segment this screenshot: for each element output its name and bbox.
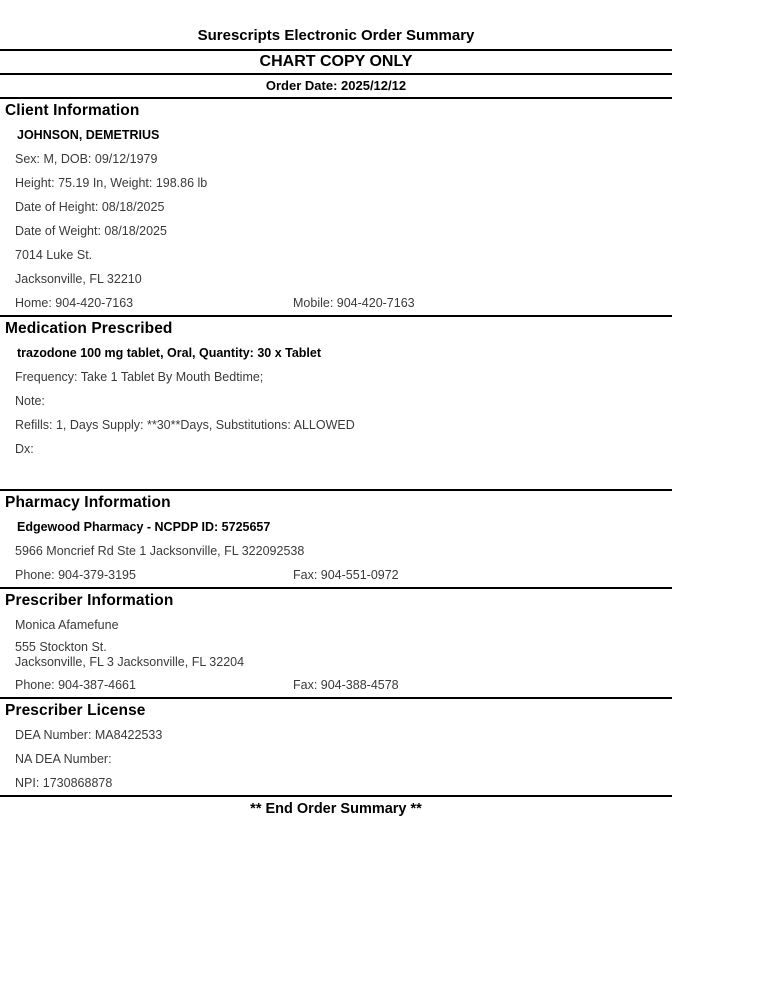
end-order-summary: ** End Order Summary ** <box>250 801 422 817</box>
client-sex-dob: Sex: M, DOB: 09/12/1979 <box>15 152 158 166</box>
prescriber-phone: Phone: 904-387-4661 <box>15 678 136 692</box>
pharmacy-section-header: Pharmacy Information <box>5 494 171 511</box>
client-address-line1: 7014 Luke St. <box>15 248 93 262</box>
license-dea: DEA Number: MA8422533 <box>15 728 163 742</box>
medication-frequency: Frequency: Take 1 Tablet By Mouth Bedtime; <box>15 370 264 384</box>
client-home-phone: Home: 904-420-7163 <box>15 296 134 310</box>
client-name: JOHNSON, DEMETRIUS <box>17 128 160 142</box>
medication-dx: Dx: <box>15 442 34 456</box>
order-date: Order Date: 2025/12/12 <box>265 78 407 93</box>
client-section-header: Client Information <box>5 102 140 119</box>
medication-drug: trazodone 100 mg tablet, Oral, Quantity: 30 x Tablet <box>17 346 322 360</box>
prescriber-name: Monica Afamefune <box>15 618 119 632</box>
pharmacy-address: 5966 Moncrief Rd Ste 1 Jacksonville, FL 322092538 <box>15 544 305 558</box>
client-address-line2: Jacksonville, FL 32210 <box>15 272 142 286</box>
pharmacy-phones <box>0 563 672 587</box>
chart-copy-banner: CHART COPY ONLY <box>259 53 413 70</box>
license-section-header: Prescriber License <box>5 702 146 719</box>
section-gap <box>0 461 672 489</box>
license-na-dea: NA DEA Number: <box>15 752 112 766</box>
client-phones <box>0 291 672 315</box>
pharmacy-name: Edgewood Pharmacy - NCPDP ID: 5725657 <box>17 520 271 534</box>
medication-section-header: Medication Prescribed <box>5 320 173 337</box>
prescriber-phones <box>0 673 672 697</box>
prescriber-address-line1: 555 Stockton St. <box>15 640 107 654</box>
prescriber-section-header: Prescriber Information <box>5 592 174 609</box>
pharmacy-fax: Fax: 904-551-0972 <box>293 568 399 582</box>
client-date-of-weight: Date of Weight: 08/18/2025 <box>15 224 167 238</box>
prescriber-address <box>0 637 672 673</box>
prescriber-address-line2: Jacksonville, FL 3 Jacksonville, FL 32204 <box>15 655 245 669</box>
client-mobile-phone: Mobile: 904-420-7163 <box>293 296 415 310</box>
medication-note: Note: <box>15 394 45 408</box>
license-npi: NPI: 1730868878 <box>15 776 113 790</box>
prescriber-fax: Fax: 904-388-4578 <box>293 678 399 692</box>
pharmacy-phone: Phone: 904-379-3195 <box>15 568 136 582</box>
document-title: Surescripts Electronic Order Summary <box>197 27 475 44</box>
client-date-of-height: Date of Height: 08/18/2025 <box>15 200 165 214</box>
client-height-weight: Height: 75.19 In, Weight: 198.86 lb <box>15 176 208 190</box>
medication-refills: Refills: 1, Days Supply: **30**Days, Substitutions: ALLOWED <box>15 418 355 432</box>
